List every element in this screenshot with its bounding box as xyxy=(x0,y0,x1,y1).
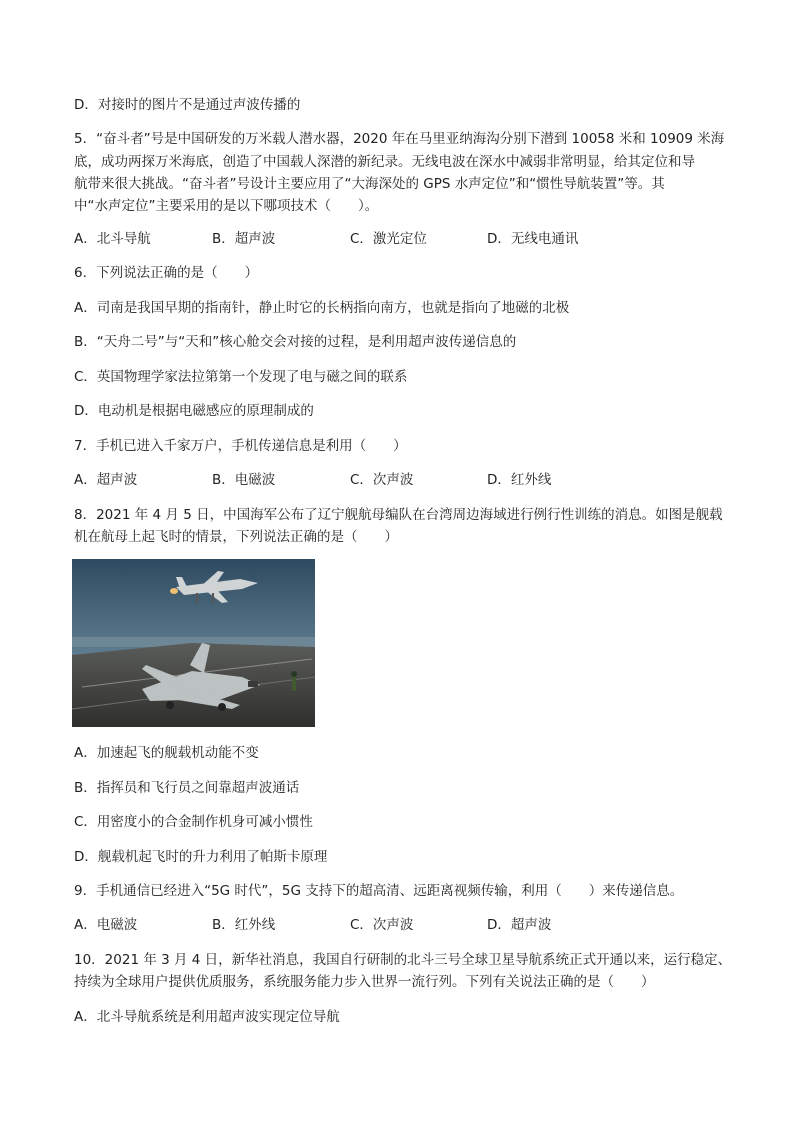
q7-stem: 7．手机已进入千家万户，手机传递信息是利用（ ） xyxy=(74,438,407,454)
q6-option-c: C．英国物理学家法拉第第一个发现了电与磁之间的联系 xyxy=(74,369,408,385)
q7-option-b: B．电磁波 xyxy=(212,472,276,488)
q6-stem: 6．下列说法正确的是（ ） xyxy=(74,265,259,281)
q5-option-a: A．北斗导航 xyxy=(74,231,151,247)
q9-option-c: C．次声波 xyxy=(350,917,414,933)
q8-option-d: D．舰载机起飞时的升力利用了帕斯卡原理 xyxy=(74,849,328,865)
q10-stem-line-2: 持续为全球用户提供优质服务，系统服务能力步入世界一流行列。下列有关说法正确的是（ ） xyxy=(74,974,655,990)
q9-option-d: D．超声波 xyxy=(487,917,552,933)
q6-option-d: D．电动机是根据电磁感应的原理制成的 xyxy=(74,403,314,419)
q9-option-b: B．红外线 xyxy=(212,917,276,933)
q8-option-a: A．加速起飞的舰载机动能不变 xyxy=(74,745,259,761)
q6-option-b: B．“天舟二号”与“天和”核心舱交会对接的过程，是利用超声波传递信息的 xyxy=(74,334,517,350)
q8-option-b: B．指挥员和飞行员之间靠超声波通话 xyxy=(74,780,300,796)
q7-option-d: D．红外线 xyxy=(487,472,552,488)
q8-stem-line-2: 机在航母上起飞时的情景，下列说法正确的是（ ） xyxy=(74,529,398,545)
q8-option-c: C．用密度小的合金制作机身可减小惯性 xyxy=(74,814,313,830)
q7-option-c: C．次声波 xyxy=(350,472,414,488)
q5-option-c: C．激光定位 xyxy=(350,231,427,247)
q5-stem-line-3: 航带来很大挑战。“奋斗者”号设计主要应用了“大海深处的 GPS 水声定位”和“惯性导航装置”等。其 xyxy=(74,176,665,192)
q5-stem-line-1: 5．“奋斗者”号是中国研发的万米载人潜水器，2020 年在马里亚纳海沟分别下潜到 10058 米和 10909 米海 xyxy=(74,131,725,147)
q5-option-b: B．超声波 xyxy=(212,231,276,247)
q7-option-a: A．超声波 xyxy=(74,472,138,488)
carrier-jet-illustration xyxy=(72,559,315,727)
q5-stem-line-2: 底，成功两探万米海底，创造了中国载人深潜的新纪录。无线电波在深水中减弱非常明显，给其定位和导 xyxy=(74,154,695,170)
q9-stem: 9．手机通信已经进入“5G 时代”，5G 支持下的超高清、远距离视频传输，利用（ ）来传递信息。 xyxy=(74,883,684,899)
q5-stem-line-4: 中“水声定位”主要采用的是以下哪项技术（ ）。 xyxy=(74,198,379,214)
q10-option-a: A．北斗导航系统是利用超声波实现定位导航 xyxy=(74,1009,340,1025)
q4-option-d: D．对接时的图片不是通过声波传播的 xyxy=(74,97,301,113)
q8-stem-line-1: 8．2021 年 4 月 5 日，中国海军公布了辽宁舰航母编队在台湾周边海域进行例行性训练的消息。如图是舰载 xyxy=(74,507,723,523)
q10-stem-line-1: 10．2021 年 3 月 4 日，新华社消息，我国自行研制的北斗三号全球卫星导航系统正式开通以来，运行稳定、 xyxy=(74,952,732,968)
q9-option-a: A．电磁波 xyxy=(74,917,138,933)
carrier-jet-photo xyxy=(72,559,315,727)
q5-option-d: D．无线电通讯 xyxy=(487,231,579,247)
q6-option-a: A．司南是我国早期的指南针，静止时它的长柄指向南方，也就是指向了地磁的北极 xyxy=(74,300,570,316)
